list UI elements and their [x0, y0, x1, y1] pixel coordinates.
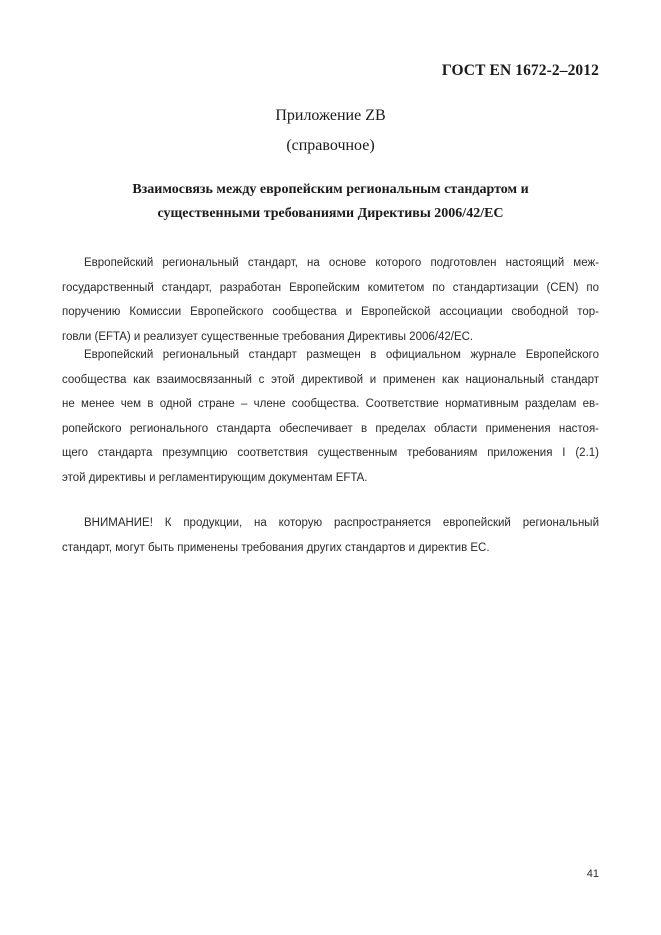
paragraph-line: поручению Комиссии Европейского сообщества и Европейской ассоциации свободной тор- [62, 306, 599, 318]
paragraph-warning [62, 511, 599, 560]
page-number: 41 [586, 868, 599, 880]
paragraph-line: Европейский региональный стандарт размещен в официальном журнале Европейского [84, 349, 599, 361]
paragraph-line: щего стандарта презумпцию соответствия существенным требованиям приложения I (2.1) [62, 447, 599, 459]
paragraph-line: ропейского регионального стандарта обеспечивает в пределах области применения настоя- [62, 422, 599, 435]
paragraph-line: не менее чем в одной стране – члене сообщества. Соответствие нормативным разделам ев- [62, 398, 599, 410]
paragraph-line: этой директивы и регламентирующим документам EFTA. [62, 471, 368, 484]
paragraph-line: государственный стандарт, разработан Европейским комитетом по стандартизации (CEN) по [62, 281, 599, 294]
paragraph-line: сообщества как взаимосвязанный с этой директивой и применен как национальный стандарт [62, 373, 599, 386]
section-heading-line: существенными требованиями Директивы 2006/42/ЕС [157, 206, 504, 221]
appendix-note: (справочное) [286, 137, 375, 154]
paragraph-intro [62, 251, 599, 349]
paragraph-line: Европейский региональный стандарт, на основе которого подготовлен настоящий меж- [84, 257, 599, 269]
section-heading [60, 178, 601, 226]
paragraph-line: ВНИМАНИЕ! К продукции, на которую распространяется европейский региональный [84, 517, 599, 529]
appendix-title: Приложение ZB [275, 107, 386, 124]
paragraph-line: стандарт, могут быть применены требования других стандартов и директив ЕС. [62, 541, 490, 554]
standard-code: ГОСТ EN 1672-2–2012 [441, 62, 599, 79]
paragraph-publication [62, 343, 599, 490]
section-heading-line: Взаимосвязь между европейским региональным стандартом и [132, 182, 529, 197]
paragraph-line: говли (EFTA) и реализует существенные требования Директивы 2006/42/ЕС. [62, 330, 474, 343]
